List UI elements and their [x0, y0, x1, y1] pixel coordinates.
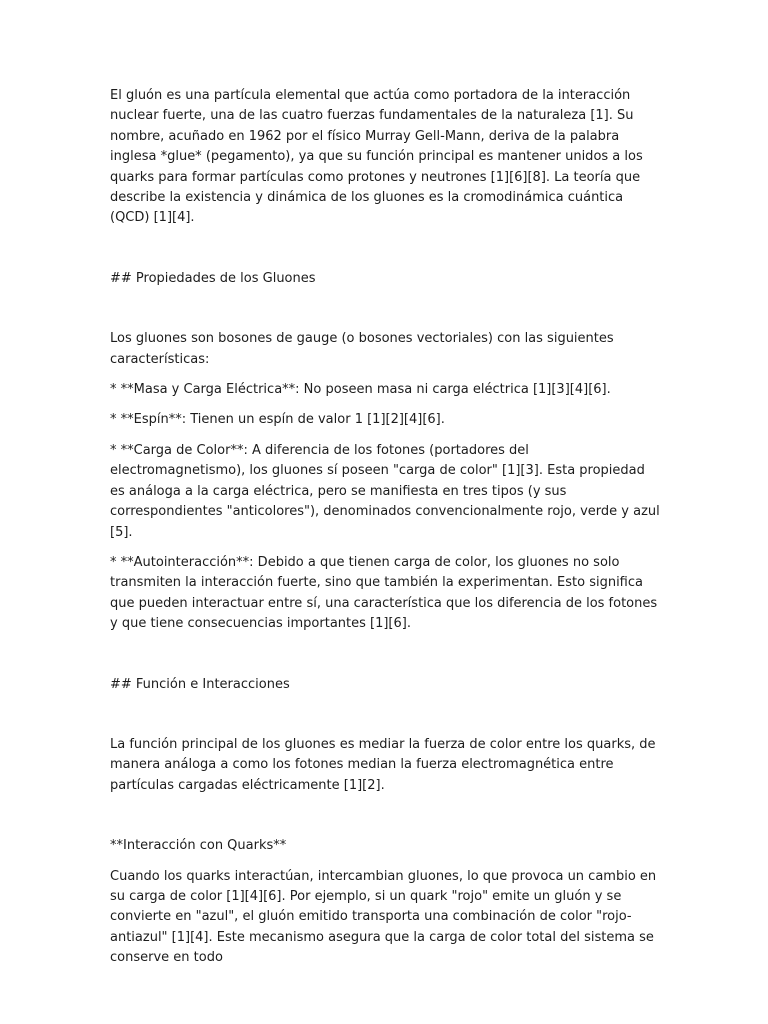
- function-paragraph: La función principal de los gluones es mediar la fuerza de color entre los quarks, de manera análoga a como los fotones median la fuerza electromagnética entre partículas cargadas eléctricamente [1][2].: [110, 736, 656, 793]
- intro-paragraph: El gluón es una partícula elemental que actúa como portadora de la interacción nuclear fuerte, una de las cuatro fuerzas fundamentales de la naturaleza [1]. Su nombre, acuñado en 1962 por el físico Murray Gell-Mann, deriva de la palabra inglesa *glue* (pegamento), ya que su función principal es mantener unidos a los quarks para formar partículas como protones y neutrones [1][6][8]. La teoría que describe la existencia y dinámica de los gluones es la cromodinámica cuántica (QCD) [1][4].: [110, 88, 643, 226]
- bullet-color-charge: * **Carga de Color**: A diferencia de los fotones (portadores del electromagnetismo), los gluones sí poseen "carga de color" [1][3]. Esta propiedad es análoga a la carga eléctrica, pero se manifiesta en tres tipos (y sus correspondientes "anticolores"), denominados convencionalmente rojo, verde y azul [5].: [110, 442, 660, 540]
- bullet-spin: * **Espín**: Tienen un espín de valor 1 [1][2][4][6].: [110, 412, 445, 428]
- properties-intro-paragraph: Los gluones son bosones de gauge (o bosones vectoriales) con las siguientes características:: [110, 331, 614, 367]
- heading-function: ## Función e Interacciones: [110, 676, 290, 692]
- subheading-quarks: **Interacción con Quarks**: [110, 838, 287, 854]
- quarks-paragraph: Cuando los quarks interactúan, intercambian gluones, lo que provoca un cambio en su carga de color [1][4][6]. Por ejemplo, si un quark "rojo" emite un gluón y se convierte en "azul", el gluón emitido transporta una combinación de color "rojo-antiazul" [1][4]. Este mecanismo asegura que la carga de color total del sistema se conserve en todo: [110, 868, 657, 966]
- bullet-self-interaction: * **Autointeracción**: Debido a que tienen carga de color, los gluones no solo transmiten la interacción fuerte, sino que también la experimentan. Esto significa que pueden interactuar entre sí, una característica que los diferencia de los fotones y que tiene consecuencias importantes [1][6].: [110, 554, 658, 632]
- bullet-mass-charge: * **Masa y Carga Eléctrica**: No poseen masa ni carga eléctrica [1][3][4][6].: [110, 382, 611, 398]
- document-page: [110, 86, 662, 969]
- heading-properties: ## Propiedades de los Gluones: [110, 270, 316, 286]
